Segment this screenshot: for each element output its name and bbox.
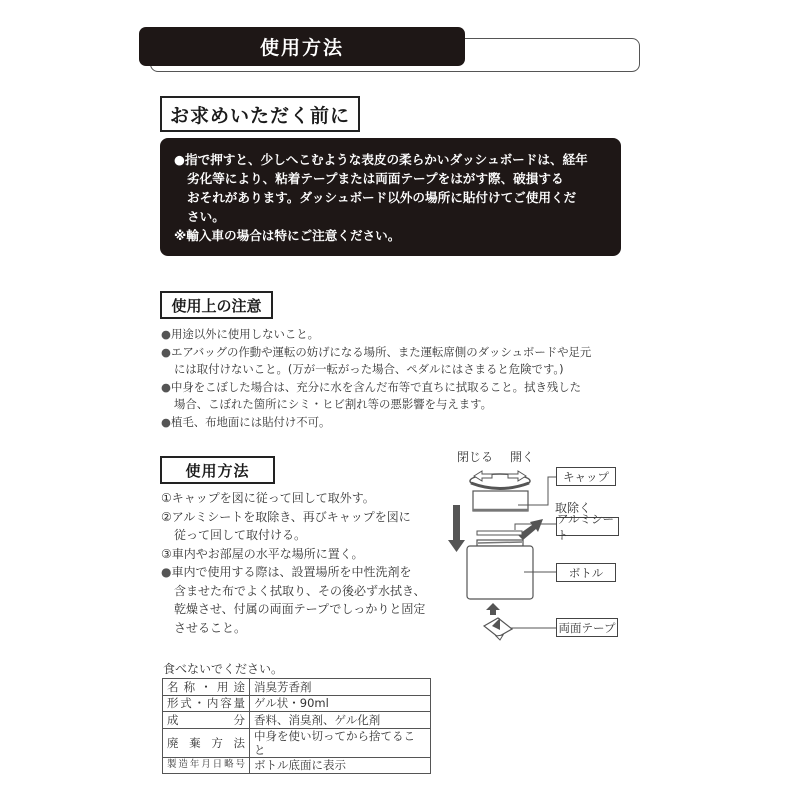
down-arrow-icon <box>453 505 460 540</box>
list-item: ●車内で使用する際は、設置場所を中性洗剤を 含ませた布でよく拭取り、その後必ず水拭き、 乾燥させ、付属の両面テープでしっかりと固定 させること。 <box>161 565 426 635</box>
assembly-diagram <box>440 440 640 655</box>
precautions-list <box>161 326 631 431</box>
aluminum-sheet-shape <box>477 531 522 535</box>
list-item: ②アルミシートを取除き、再びキャップを図に 従って回して取付ける。 <box>161 509 411 542</box>
remove-arrow-icon <box>518 519 543 540</box>
aluminum-sheet-label: アルミシート <box>556 517 619 536</box>
up-arrow-icon <box>486 603 500 615</box>
table-row <box>163 728 431 757</box>
spec-warning-note: 食べないでください。 <box>163 662 284 676</box>
warning-line-4: さい。 <box>187 209 225 224</box>
close-label: 閉じる <box>457 450 494 464</box>
list-item: ●エアバッグの作動や運転の妨げになる場所、また運転席側のダッシュボードや足元 には取付けないこと。(万が一転がった場合、ペダルにはさまると危険です。) <box>161 344 592 376</box>
spec-key: 成 分 <box>163 712 250 729</box>
warning-note: ※輸入車の場合は特にご注意ください。 <box>174 228 401 243</box>
table-row <box>163 679 431 696</box>
spec-value: ゲル状・90ml <box>250 695 431 712</box>
page-title: 使用方法 <box>139 27 465 66</box>
spec-key: 名称・用途 <box>163 679 250 696</box>
open-label: 開く <box>510 450 535 464</box>
bottle-shape <box>467 546 533 599</box>
warning-panel <box>160 138 621 256</box>
remove-label: 取除く <box>555 501 592 515</box>
spec-key: 形式・内容量 <box>163 695 250 712</box>
list-item: ●中身をこぼした場合は、充分に水を含んだ布等で直ちに拭取ること。拭き残した 場合、こぼれた箇所にシミ・ヒビ割れ等の悪影響を与えます。 <box>161 379 582 411</box>
cap-shape <box>473 491 528 511</box>
spec-table <box>162 678 431 774</box>
spec-value: 香料、消臭剤、ゲル化剤 <box>250 712 431 729</box>
list-item: ●植毛、布地面には貼付け不可。 <box>161 414 331 429</box>
table-row <box>163 695 431 712</box>
list-item: ①キャップを図に従って回して取外す。 <box>161 491 375 505</box>
spec-value: 消臭芳香剤 <box>250 679 431 696</box>
list-item: ●用途以外に使用しないこと。 <box>161 327 320 341</box>
section-title-before-purchase: お求めいただく前に <box>160 96 360 132</box>
cap-label: キャップ <box>556 467 616 486</box>
warning-line-3: おそれがあります。ダッシュボード以外の場所に貼付けてご使用くだ <box>187 190 577 205</box>
section-title-usage: 使用方法 <box>160 456 275 484</box>
usage-steps-list <box>161 489 441 637</box>
warning-line-1: ●指で押すと、少しへこむような表皮の柔らかいダッシュボードは、経年 <box>174 152 588 167</box>
spec-key: 製造年月日略号 <box>163 757 250 774</box>
bottle-label: ボトル <box>556 563 616 582</box>
section-title-precautions: 使用上の注意 <box>160 291 273 319</box>
table-row <box>163 757 431 774</box>
warning-line-2: 劣化等により、粘着テープまたは両面テープをはがす際、破損する <box>187 171 564 186</box>
double-sided-tape-label: 両面テープ <box>556 618 618 637</box>
spec-key: 廃棄方法 <box>163 728 250 757</box>
spec-value: ボトル底面に表示 <box>250 757 431 774</box>
spec-value: 中身を使い切ってから捨てること <box>250 728 431 757</box>
list-item: ③車内やお部屋の水平な場所に置く。 <box>161 546 364 561</box>
table-row <box>163 712 431 729</box>
